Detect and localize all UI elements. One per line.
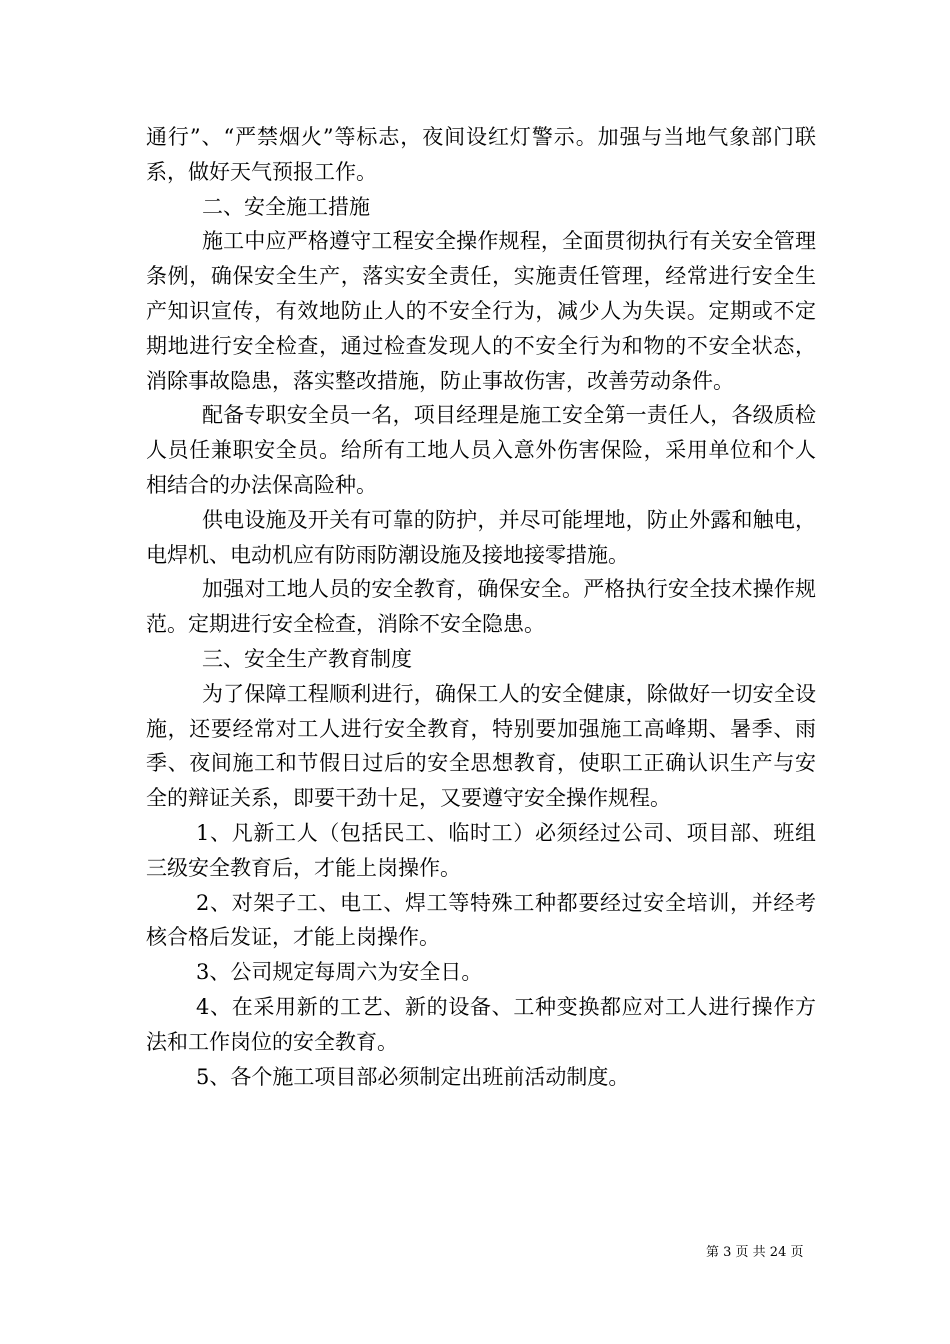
paragraph-continuation: 通行”、“严禁烟火”等标志，夜间设红灯警示。加强与当地气象部门联系，做好天气预报工作。 — [146, 125, 816, 184]
paragraph-education: 加强对工地人员的安全教育，确保安全。严格执行安全技术操作规范。定期进行安全检查，消除不安全隐患。 — [146, 577, 816, 637]
section-heading-3: 三、安全生产教育制度 — [202, 646, 412, 671]
list-item-5: 5、各个施工项目部必须制定出班前活动制度。 — [196, 1064, 630, 1089]
document-body — [146, 120, 816, 1094]
paragraph-safety-officer: 配备专职安全员一名，项目经理是施工安全第一责任人，各级质检人员任兼职安全员。给所有工地人员入意外伤害保险，采用单位和个人相结合的办法保高险种。 — [146, 403, 816, 497]
section-heading-2: 二、安全施工措施 — [202, 194, 370, 219]
list-item-4: 4、在采用新的工艺、新的设备、工种变换都应对工人进行操作方法和工作岗位的安全教育。 — [146, 994, 816, 1054]
list-item-1: 1、凡新工人（包括民工、临时工）必须经过公司、项目部、班组三级安全教育后，才能上岗操作。 — [146, 820, 816, 880]
paragraph-education-system: 为了保障工程顺利进行，确保工人的安全健康，除做好一切安全设施，还要经常对工人进行安全教育，特别要加强施工高峰期、暑季、雨季、夜间施工和节假日过后的安全思想教育，使职工正确认识生产与安全的辩证关系，即要干劲十足，又要遵守安全操作规程。 — [146, 681, 816, 811]
paragraph-safety-rules: 施工中应严格遵守工程安全操作规程，全面贯彻执行有关安全管理条例，确保安全生产，落实安全责任，实施责任管理，经常进行安全生产知识宣传，有效地防止人的不安全行为，减少人为失误。定期或不定期地进行安全检查，通过检查发现人的不安全行为和物的不安全状态，消除事故隐患，落实整改措施，防止事故伤害，改善劳动条件。 — [146, 229, 816, 393]
list-item-2: 2、对架子工、电工、焊工等特殊工种都要经过安全培训，并经考核合格后发证，才能上岗操作。 — [146, 890, 816, 950]
page-number-footer: 第 3 页 共 24 页 — [706, 1245, 804, 1260]
paragraph-power-supply: 供电设施及开关有可靠的防护，并尽可能埋地，防止外露和触电，电焊机、电动机应有防雨防潮设施及接地接零措施。 — [146, 507, 816, 567]
list-item-3: 3、公司规定每周六为安全日。 — [196, 960, 483, 985]
